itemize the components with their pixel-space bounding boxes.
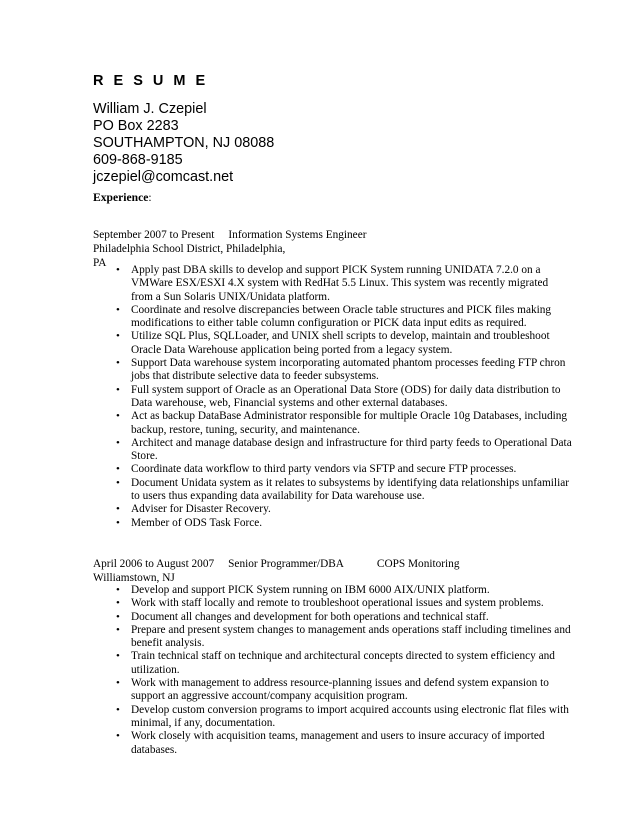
bullet-text-line: Coordinate data workflow to third party vendors via SFTP and secure FTP processes. — [131, 463, 517, 476]
bullet-item — [0, 517, 542, 530]
bullet-text-line: Oracle Data Warehouse application being ported from a legacy system. — [131, 343, 453, 356]
bullet-item — [0, 730, 545, 757]
bullet-glyph: • — [116, 597, 120, 610]
job-employer: Philadelphia School District, Philadelphia, — [93, 243, 286, 255]
bullet-text-line: databases. — [131, 743, 178, 756]
bullet-glyph: • — [116, 730, 120, 743]
contact-address-line1: PO Box 2283 — [93, 118, 179, 134]
bullet-text-line: Train technical staff on technique and architectural concepts directed to system efficiency and — [131, 650, 555, 663]
job-employer: COPS Monitoring — [376, 558, 460, 570]
bullet-item — [0, 677, 549, 704]
bullet-text-line: Store. — [131, 450, 158, 463]
bullet-text-line: Adviser for Disaster Recovery. — [131, 503, 271, 516]
bullet-glyph: • — [116, 623, 120, 636]
bullet-text-line: to users thus expanding data availability for Data warehouse use. — [131, 490, 425, 503]
bullet-item — [0, 436, 572, 464]
bullet-text-line: jobs that distribute selective data to feeder subsystems. — [131, 370, 379, 383]
job-header-2 — [93, 557, 553, 585]
bullet-glyph: • — [116, 264, 120, 276]
bullet-glyph: • — [116, 476, 120, 489]
bullet-glyph: • — [116, 650, 120, 663]
bullet-item — [0, 597, 542, 610]
bullet-text-line: Member of ODS Task Force. — [131, 516, 263, 529]
bullet-glyph: • — [116, 463, 120, 476]
experience-label: Experience — [93, 191, 149, 204]
bullet-item — [0, 650, 555, 677]
job-dates: April 2006 to August 2007 — [93, 558, 215, 570]
bullet-text-line: Document Unidata system as it relates to subsystems by identifying data relationships unfamiliar — [131, 476, 569, 489]
job-bullet-list-1 — [0, 264, 572, 530]
bullet-text-line: Utilize SQL Plus, SQLLoader, and UNIX shell scripts to develop, maintain and troubleshoot — [131, 330, 550, 343]
bullet-text-line: VMWare ESX/ESXI 4.X system with RedHat 5.5 Linux. This system was recently migrated — [131, 277, 549, 290]
bullet-glyph: • — [116, 677, 120, 690]
bullet-item — [0, 476, 569, 504]
contact-email: jczepiel@comcast.net — [93, 169, 234, 185]
bullet-item — [0, 611, 542, 624]
bullet-text-line: from a Sun Solaris UNIX/Unidata platform. — [131, 290, 330, 303]
job-title: Information Systems Engineer — [228, 229, 367, 241]
bullet-item — [0, 623, 571, 651]
bullet-item — [0, 410, 568, 437]
bullet-glyph: • — [116, 357, 120, 370]
bullet-item — [0, 463, 542, 476]
bullet-glyph: • — [116, 330, 120, 343]
bullet-glyph: • — [116, 383, 120, 396]
bullet-text-line: Act as backup DataBase Administrator responsible for multiple Oracle 10g Databases, including — [131, 410, 568, 423]
bullet-item — [0, 383, 561, 411]
bullet-text-line: Architect and manage database design and infrastructure for third party feeds to Operational Data — [131, 436, 572, 449]
resume-title: R E S U M E — [93, 73, 209, 89]
bullet-glyph: • — [116, 703, 120, 716]
bullet-item — [0, 330, 550, 357]
job-bullet-list-2 — [0, 584, 571, 757]
bullet-glyph: • — [116, 516, 120, 529]
bullet-glyph: • — [116, 610, 120, 623]
bullet-glyph: • — [116, 436, 120, 449]
contact-address-line2: SOUTHAMPTON, NJ 08088 — [93, 135, 275, 151]
job-location: Williamstown, NJ — [93, 572, 175, 584]
contact-name: William J. Czepiel — [93, 101, 207, 117]
bullet-item — [0, 703, 569, 731]
contact-block — [93, 101, 274, 186]
experience-heading — [93, 191, 152, 204]
bullet-text-line: Coordinate and resolve discrepancies between Oracle table structures and PICK files making — [131, 303, 552, 316]
bullet-text-line: minimal, if any, documentation. — [131, 716, 276, 729]
bullet-glyph: • — [116, 584, 120, 596]
bullet-text-line: Prepare and present system changes to management ands operations staff including timelines and — [131, 623, 571, 636]
bullet-text-line: Apply past DBA skills to develop and support PICK System running UNIDATA 7.2.0 on a — [131, 264, 541, 276]
experience-colon: : — [148, 191, 152, 204]
bullet-text-line: Document all changes and development for both operations and technical staff. — [131, 610, 489, 623]
bullet-item — [0, 264, 549, 304]
bullet-text-line: modifications to either table column configuration or PICK data input edits as required. — [131, 317, 527, 330]
bullet-text-line: Develop and support PICK System running on IBM 6000 AIX/UNIX platform. — [131, 584, 490, 596]
bullet-text-line: backup, restore, tuning, security, and maintenance. — [131, 423, 360, 436]
bullet-text-line: Full system support of Oracle as an Operational Data Store (ODS) for daily data distribution to — [131, 383, 561, 396]
bullet-text-line: Work closely with acquisition teams, management and users to insure accuracy of imported — [131, 730, 545, 743]
bullet-item — [0, 584, 542, 597]
bullet-text-line: Work with management to address resource-planning issues and defend system expansion to — [131, 677, 549, 690]
job-title: Senior Programmer/DBA — [228, 558, 344, 570]
bullet-text-line: utilization. — [131, 663, 180, 676]
bullet-glyph: • — [116, 303, 120, 316]
bullet-item — [0, 303, 552, 331]
job-location-continued: PA — [93, 257, 107, 269]
bullet-text-line: Support Data warehouse system incorporating automated phantom processes feeding FTP chron — [131, 357, 566, 370]
bullet-glyph: • — [116, 410, 120, 423]
bullet-text-line: Data warehouse, web, Financial systems and other external databases. — [131, 396, 448, 409]
bullet-text-line: Work with staff locally and remote to troubleshoot operational issues and system problems. — [131, 597, 544, 610]
bullet-item — [0, 357, 566, 384]
bullet-glyph: • — [116, 503, 120, 516]
bullet-text-line: Develop custom conversion programs to import acquired accounts using electronic flat files with — [131, 703, 569, 716]
bullet-item — [0, 503, 542, 516]
contact-phone: 609-868-9185 — [93, 152, 183, 168]
bullet-text-line: benefit analysis. — [131, 637, 205, 650]
job-dates: September 2007 to Present — [93, 229, 215, 241]
bullet-text-line: support an aggressive account/company acquisition program. — [131, 690, 408, 703]
